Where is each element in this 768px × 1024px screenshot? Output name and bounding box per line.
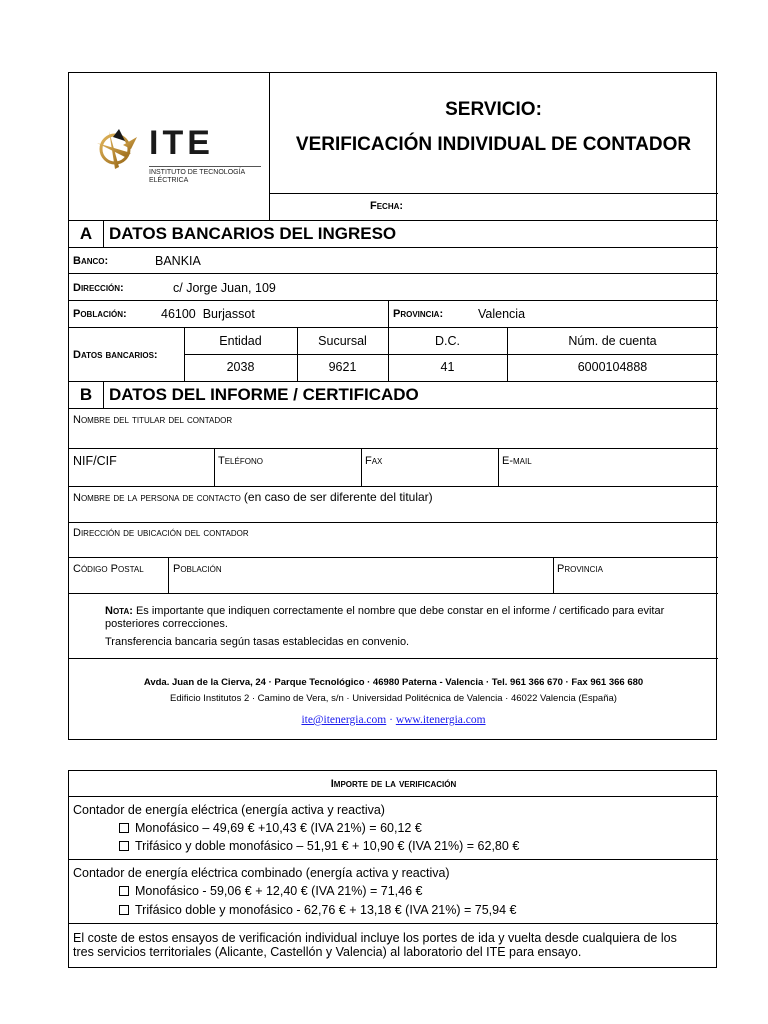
group2-option-1[interactable]: Monofásico - 59,06 € + 12,40 € (IVA 21%) = 71,46 € [119,884,422,898]
provincia-value: Valencia [478,307,526,321]
service-label: SERVICIO: [445,99,542,120]
group1-option-2[interactable]: Trifásico y doble monofásico – 51,91 € + 10,90 € (IVA 21%) = 62,80 € [119,839,519,853]
direccion-value: c/ Jorge Juan, 109 [173,281,276,295]
provincia-label: Provincia: [393,308,444,320]
importe-note [73,931,713,959]
bank-value-entidad: 2038 [226,360,255,374]
bank-header-dc: D.C. [435,334,460,348]
logo-subtitle-2: ELÉCTRICA [149,177,189,184]
nota-text-2: posteriores correcciones. [105,618,228,630]
fecha-label: Fecha: [370,200,404,212]
footer-address: Avda. Juan de la Cierva, 24 · Parque Tecnológico · 46980 Paterna - Valencia · Tel. 961 366 670 · Fax 961 366 680 [143,677,644,688]
logo-subtitle-1: INSTITUTO DE TECNOLOGÍA [149,169,246,176]
bank-value-dc: 41 [440,360,455,374]
contacto-note: (en caso de ser diferente del titular) [243,490,433,504]
email-field[interactable]: E-mail [502,455,532,467]
codigo-postal-field[interactable]: Código Postal [73,563,144,575]
banco-label: Banco: [73,255,109,267]
section-b-letter: B [79,385,93,404]
datos-bancarios-label: Datos bancarios: [73,349,158,361]
verification-form [68,72,717,740]
poblacion-value: 46100 Burjassot [161,307,255,321]
checkbox[interactable] [119,886,129,896]
nota-text-1: Es importante que indiquen correctamente el nombre que debe constar en el informe / certificado para evitar [132,605,665,617]
group1-title: Contador de energía eléctrica (energía activa y reactiva) [73,803,385,817]
nombre-titular-field[interactable]: Nombre del titular del contador [73,414,233,426]
poblacion-field[interactable]: Población [173,563,222,575]
bank-header-sucursal: Sucursal [318,334,367,348]
web-link[interactable]: www.itenergia.com [395,714,486,726]
link-separator: · [386,714,396,726]
header-fecha-line [269,193,718,194]
section-a-letter: A [79,224,93,243]
section-b-title: DATOS DEL INFORME / CERTIFICADO [109,385,419,404]
contacto-label: Nombre de la persona de contacto [73,492,241,504]
importe-table [68,770,717,968]
poblacion-label: Población: [73,308,127,320]
service-title: VERIFICACIÓN INDIVIDUAL DE CONTADOR [295,134,692,155]
checkbox[interactable] [119,823,129,833]
group2-option-2[interactable]: Trifásico doble y monofásico - 62,76 € + 13,18 € (IVA 21%) = 75,94 € [119,903,516,917]
direccion-label: Dirección: [73,282,124,294]
bank-value-sucursal: 9621 [328,360,357,374]
checkbox[interactable] [119,905,129,915]
importe-title: Importe de la verificación [330,778,457,790]
bank-value-cuenta: 6000104888 [577,360,648,374]
nota-block [105,605,705,649]
banco-value: BANKIA [155,254,201,268]
logo-wordmark: ITE [149,124,214,162]
bank-header-cuenta: Núm. de cuenta [568,334,657,348]
importe-note-1: El coste de estos ensayos de verificación individual incluye los portes de ida y vuelta desde cualquiera de los [73,931,677,945]
section-a-title: DATOS BANCARIOS DEL INGRESO [109,224,397,243]
footer-links [69,710,718,728]
telefono-field[interactable]: Teléfono [218,455,263,467]
provincia-field[interactable]: Provincia [557,563,604,575]
bank-header-entidad: Entidad [219,334,262,348]
checkbox[interactable] [119,841,129,851]
importe-note-2: tres servicios territoriales (Alicante, Castellón y Valencia) al laboratorio del ITE para ensayo. [73,945,582,959]
group2-title: Contador de energía eléctrica combinado (energía activa y reactiva) [73,866,450,880]
nota-label: Nota: [105,605,133,617]
footer-building: Edificio Institutos 2 · Camino de Vera, s/n · Universidad Politécnica de Valencia · 46022 Valencia (España) [170,693,617,704]
nif-field[interactable]: NIF/CIF [73,454,117,468]
ite-logo [91,123,266,203]
nota-text-3: Transferencia bancaria según tasas establecidas en convenio. [105,636,410,648]
email-link[interactable]: ite@itenergia.com [301,714,387,726]
direccion-ubicacion-field[interactable]: Dirección de ubicación del contador [73,527,249,539]
logo-emblem-icon [91,123,143,175]
contacto-field[interactable] [73,490,433,504]
group1-option-1[interactable]: Monofásico – 49,69 € +10,43 € (IVA 21%) = 60,12 € [119,821,422,835]
fax-field[interactable]: Fax [365,455,383,467]
